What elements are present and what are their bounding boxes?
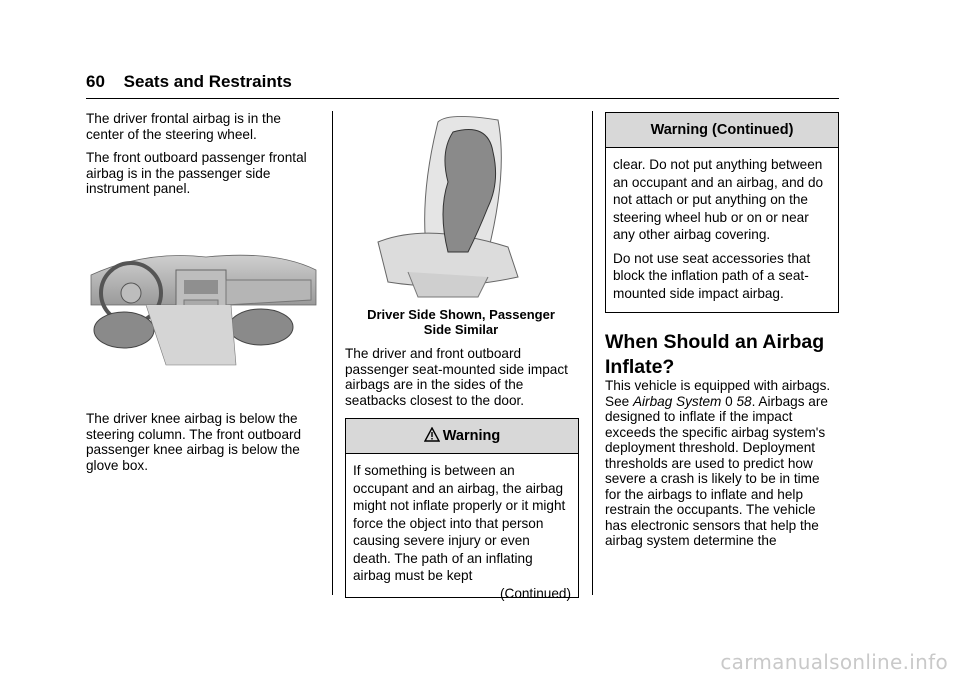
- text-run: . Airbags are designed to inflate if the impact exceeds the specific airbag system's deployment threshold. Deployment thresholds are used to predict how severe a crash is likely to be in time for the airbags to inflate and help restrain the occupants. The vehicle has electronic sensors that help the airbag system determine the: [605, 393, 828, 548]
- page-ref-symbol: 0: [725, 393, 733, 409]
- warning-title: Warning: [442, 428, 501, 444]
- warning-icon: [424, 427, 440, 442]
- figure-caption: [345, 307, 577, 337]
- warning-text: If something is between an occupant and an airbag, the airbag might not inflate properly or it might force the object into that person causing severe injury or even death. The path of an inflating airbag must be kept: [353, 463, 566, 583]
- paragraph: The driver frontal airbag is in the center of the steering wheel.: [86, 111, 281, 142]
- warning-header: [346, 419, 578, 454]
- warning-text: Do not use seat accessories that block the inflation path of a seat-mounted side impact airbag.: [613, 250, 811, 301]
- knee-airbag-paragraph: The driver knee airbag is below the steering column. The front outboard passenger knee airbag is below the glove box.: [86, 411, 302, 473]
- column-1: [86, 111, 322, 205]
- seat-airbag-illustration: [368, 112, 548, 302]
- warning-body: [346, 454, 578, 608]
- text-run: This vehicle is equipped with airbags. See: [605, 378, 831, 409]
- dashboard-airbag-illustration: [86, 245, 320, 375]
- column-divider: [332, 111, 333, 595]
- warning-continued-body: [606, 148, 838, 314]
- caption-line: Driver Side Shown, Passenger: [367, 307, 555, 322]
- continued-label: (Continued): [499, 585, 571, 601]
- caption-line: Side Similar: [423, 322, 499, 337]
- warning-continued-box: [605, 112, 839, 313]
- side-airbag-paragraph: The driver and front outboard passenger seat-mounted side impact airbags are in the sides of the seatbacks closest to the door.: [345, 346, 568, 408]
- column-divider: [592, 111, 593, 595]
- page-ref-number[interactable]: 58: [736, 393, 752, 409]
- section-heading: When Should an Airbag Inflate?: [605, 331, 825, 378]
- watermark: carmanualsonline.info: [720, 650, 948, 674]
- warning-continued-header: Warning (Continued): [606, 113, 838, 148]
- header-rule: [86, 98, 839, 99]
- warning-text: clear. Do not put anything between an occupant and an airbag, and do not attach or put anything on the steering wheel hub or on or near any other airbag covering.: [613, 157, 824, 242]
- airbag-inflate-paragraph: [605, 378, 839, 549]
- page-number: 60: [86, 72, 105, 91]
- cross-reference-link[interactable]: Airbag System: [632, 393, 722, 409]
- warning-box: [345, 418, 579, 601]
- paragraph: The front outboard passenger frontal airbag is in the passenger side instrument panel.: [86, 150, 307, 196]
- page-header: [86, 72, 292, 92]
- section-title: Seats and Restraints: [123, 72, 292, 91]
